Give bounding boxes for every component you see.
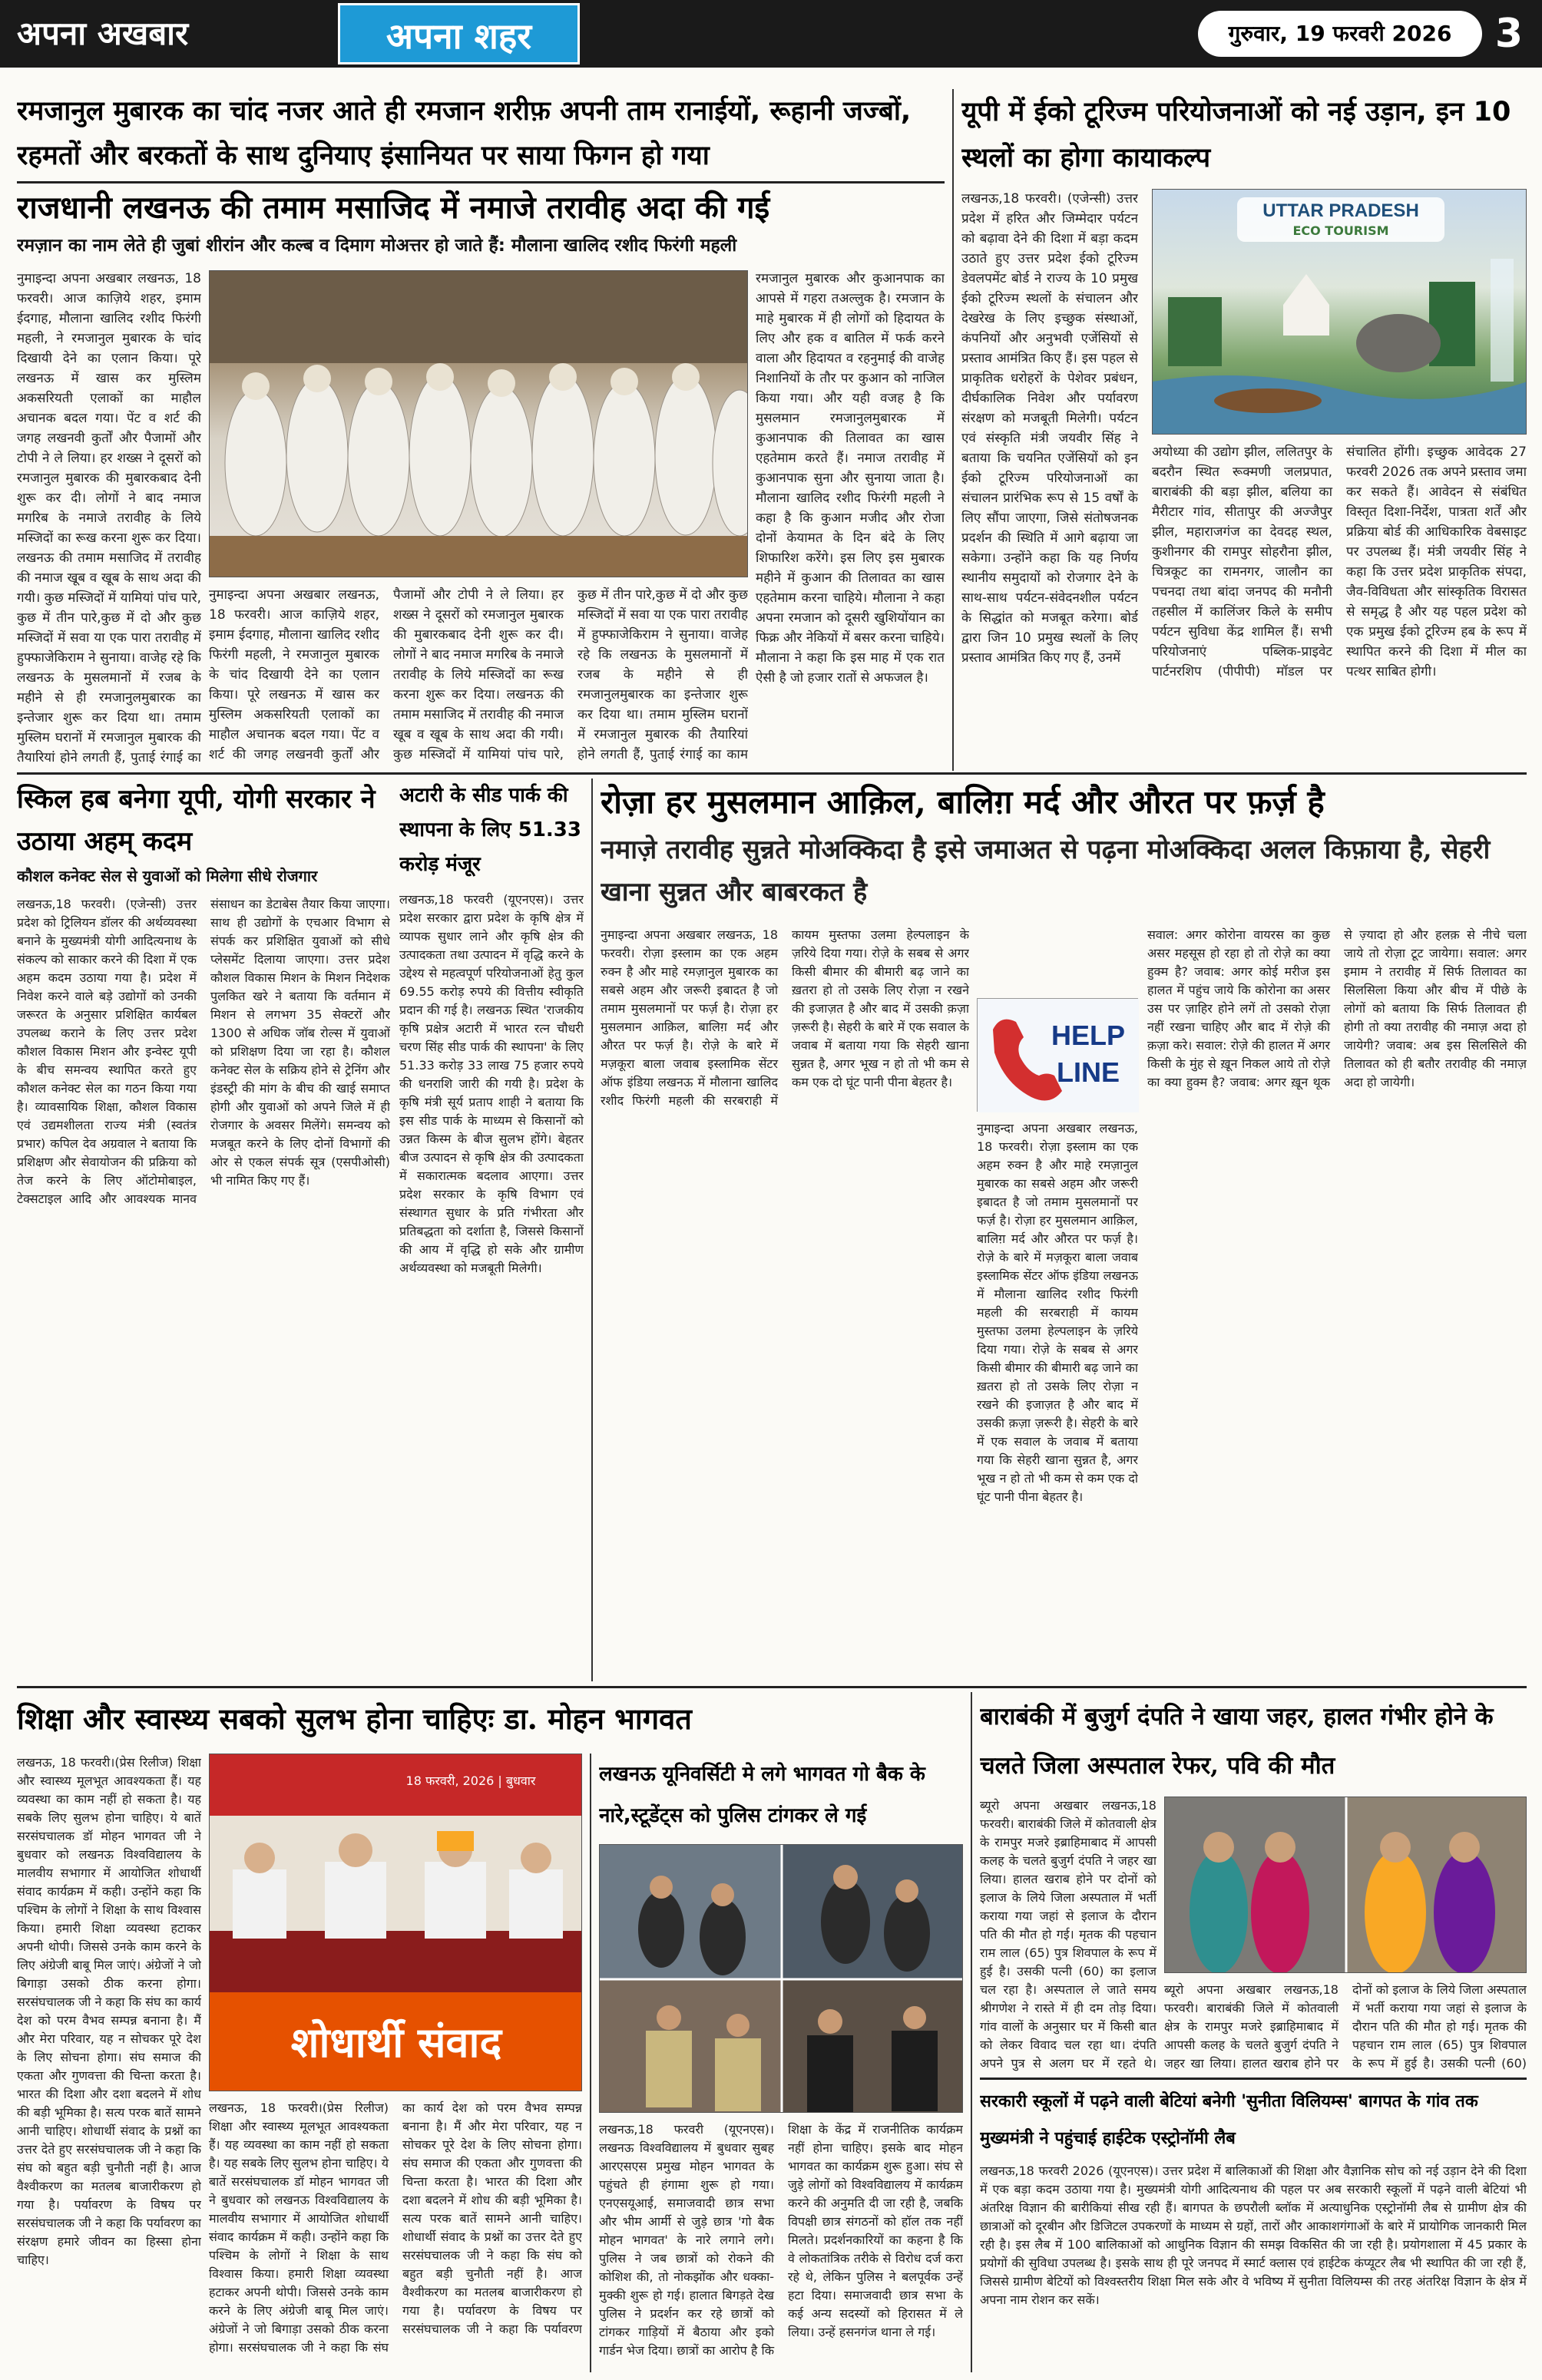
ramzan-title: राजधानी लखनऊ की तमाम मसाजिद में नमाजे तरावीह अदा की गई	[17, 190, 770, 226]
attari-body: लखनऊ,18 फरवरी (यूएनएस)। उत्तर प्रदेश सरकार द्वारा प्रदेश के कृषि क्षेत्र में व्यापक सुधार लाने और कृषि क्षेत्र की उत्पादकता तथा उत्पादन में वृद्धि करने के उद्देश्य से महत्वपूर्ण परियोजनाओं हेतु कुल 69.55 करोड़ रुपये की वित्तीय स्वीकृति प्रदान की गई है। लखनऊ स्थित 'राजकीय कृषि प्रक्षेत्र अटारी में भारत रत्न चौधरी चरण सिंह सीड पार्क की स्थापना' के लिए 51.33 करोड़ 33 लाख 75 हजार रुपये की धनराशि जारी की गयी है। प्रदेश के कृषि मंत्री सूर्य प्रताप शाही ने बताया कि इस सीड पार्क के माध्यम से किसानों को उन्नत किस्म के बीज सुलभ होंगे। बेहतर बीज उत्पादन से कृषि क्षेत्र की उत्पादकता में सकारात्मक बदलाव आएगा। उत्तर प्रदेश सरकार के कृषि विभाग एवं संस्थागत सुधार के प्रति गंभीरता और प्रतिबद्धता को दर्शाता है, जिससे किसानों की आय में वृद्धि हो सके और ग्रामीण अर्थव्यवस्था को मजबूती मिलेगी।	[399, 892, 584, 1275]
roza-headline: रोज़ा हर मुसलमान आक़िल, बालिग़ मर्द और औरत पर फ़र्ज़ है	[601, 783, 1325, 821]
event-banner: शोधार्थी संवाद	[210, 1992, 582, 2091]
column-divider	[590, 1754, 591, 2372]
sunita-body: लखनऊ,18 फरवरी 2026 (यूएनएस)। उत्तर प्रदेश में बालिकाओं की शिक्षा और वैज्ञानिक सोच को नई उड़ान देने की दिशा में एक बड़ा कदम उठाया गया है। मुख्यमंत्री योगी आदित्यनाथ की पहल पर अब सरकारी स्कूलों में पढ़ने वाली बेटियां भी अंतरिक्ष विज्ञान की बारीकियां सीख रही हैं। बागपत के छपरौली ब्लॉक में अत्याधुनिक एस्ट्रोनॉमी लैब से ग्रामीण क्षेत्र की छात्राओं को दूरबीन और डिजिटल उपकरणों के माध्यम से ग्रहों, तारों और आकाशगंगाओं के बारे में प्रायोगिक जानकारी मिल रही है। इस लैब में 100 बालिकाओं को आधुनिक विज्ञान की समझ विकसित की जा रही है। प्रयोगशाला में 45 प्रकार के प्रयोगों की सुविधा उपलब्ध है। इसके साथ ही पूरे जनपद में स्मार्ट क्लास एवं हाईटेक कंप्यूटर लैब भी स्थापित की जा रही हैं, जिससे ग्रामीण बेटियों को विश्वस्तरीय शिक्षा मिल सके और वे भविष्य में सुनीता विलियम्स की तरह अंतरिक्ष विज्ञान के क्षेत्र में अपना नाम रोशन कर सकें।	[980, 2163, 1527, 2307]
roza-qa: सवाल: अगर कोरोना वायरस का कुछ असर महसूस हो रहा हो तो रोज़े का क्या हुक्म है? जवाब: अगर कोई मरीज इस हालत में पहुंच जाये कि कोरोना का असर उस पर ज़ाहिर होने लगें तो उसको रोज़ा नहीं रखना चाहिए और बाद में रोज़े की क़ज़ा करे। सवाल: रोज़े की हालत में अगर किसी के मुंह से ख़ून निकल आये तो रोज़े का क्या हुक्म है? जवाब: अगर ख़ून थूक से ज़्यादा हो और हलक़ से नीचे चला जाये तो रोज़ा टूट जायेगा। सवाल: अगर इमाम ने तरावीह में सिर्फ तिलावत का सिलसिला किया और बीच में पीछे के लोगों को बताया कि सिर्फ तिलावत ही होगी तो क्या तरावीह की नमाज़ अदा हो जायेगी? जवाब: अब इस सिलसिले की तिलावत को ही बतौर तरावीह की नमाज़ अदा हो जायेगी।	[1147, 927, 1527, 1089]
eco-tourism-photo	[1152, 189, 1527, 435]
divider	[17, 181, 945, 183]
ramzan-body: नुमाइन्दा अपना अखबार लखनऊ, 18 फरवरी। आज काज़िये शहर, इमाम ईदगाह, मौलाना खालिद रशीद फिरंगी महली, ने रमजानुल मुबारक के चांद दिखायी देने का एलान किया। पूरे लखनऊ में खास कर मुस्लिम अकसरियती एलाकों का माहौल अचानक बदल गया। पेंट व शर्ट की जगह लखनवी कुर्तों और पैजामों और टोपी ने ले लिया। हर शख्स ने दूसरों को रमजानुल मुबारक की मुबारकबाद देनी शुरू कर दी। लोगों ने बाद नमाज मगरिब के नमाजे तरावीह के लिये मस्जिदों का रूख करना शुरू कर दिया। लखनऊ की तमाम मसाजिद में तरावीह की नमाज खूब व खूब के साथ अदा की गयी। कुछ मस्जिदों में यामियां पांच पारे, कुछ में तीन पारे,कुछ में दो और कुछ मस्जिदों में सवा या एक पारा तरावीह में हुफ्फाजेकिराम ने सुनाया। वाजेह रहे कि लखनऊ के मुसलमानों में रजब के महीने से ही रमजानुलमुबारक का इन्तेजार शुरू कर दिया था। तमाम मुस्लिम घरानों में रमजानुल मुबारक की तैयारियां होने लगती हैं, पुताई रंगाई का	[17, 271, 201, 765]
skill-headline: स्किल हब बनेगा यूपी, योगी सरकार ने उठाया अहम् कदम	[17, 784, 376, 857]
ramzan-subtitle: रमज़ान का नाम लेते ही जुबां शीरांन और कल्ब व दिमाग मोअत्तर हो जाते हैं: मौलाना खालिद रशीद फिरंगी महली	[17, 236, 737, 256]
eco-image-title: UTTAR PRADESH	[1262, 200, 1419, 221]
page-number: 3	[1494, 11, 1524, 57]
bhagwat-headline: शिक्षा और स्वास्थ्य सबको सुलभ होना चाहिएः डा. मोहन भागवत	[17, 1701, 692, 1736]
roza-body-2: नुमाइन्दा अपना अखबार लखनऊ, 18 फरवरी। रोज़ा इस्लाम का एक अहम रुक्न है और माहे रमज़ानुल मुबारक का सबसे अहम और जरूरी इबादत है जो तमाम मुसलमानों पर फर्ज़ है। रोज़ा हर मुसलमान आक़िल, बालिग़ मर्द और औरत पर फर्ज़ है। रोज़े के बारे में मज़कूरा बाला जवाब इस्लामिक सेंटर ऑफ इंडिया लखनऊ में मौलाना खालिद रशीद फिरंगी महली की सरबराही में कायम मुस्तफा उलमा हेल्पलाइन के ज़रिये दिया गया। रोज़े के सबब से अगर किसी बीमार की बीमारी बढ़ जाने का ख़तरा हो तो उसके लिए रोज़ा न रखने की इजाज़त है और बाद में उसकी क़ज़ा ज़रूरी है। सेहरी के बारे में एक सवाल के जवाब में बताया गया कि सेहरी खाना सुन्नत है, अगर भूख न हो तो भी कम से कम एक दो घूंट पानी पीना बेहतर है।	[977, 1121, 1138, 1504]
column-divider	[591, 778, 593, 1681]
ramzan-body-2: रमजानुल मुबारक और कुआनपाक का आपसे में गहरा तअल्लुक है। रमजान के माहे मुबारक में ही लोगों को हिदायत के लिए और हक व बातिल में फर्क करने वाला और हिदायत व रहनुमाई की वाजेह निशानियों के तौर पर कुआन को नाजिल किया गया। और यही वजह है कि मुसलमान रमजानुलमुबारक में कुआनपाक की तिलावत का खास एहतेमाम करते हैं। नमाज तरावीह में कुआनपाक सुना और सुनाया जाता है। मौलाना खालिद रशीद फिरंगी महली ने कहा है कि कुआन मजीद और रोजा दोनों केयामत के दिन बंदे के लिए शिफारिश करेंगे। इस लिए इस मुबारक महीने में कुआन की तिलावत का खास एहतेमाम करना चाहिये। मौलाना ने कहा अपना रमजान को दूसरी खुशियोंयान का फिक्र और नेकियों में बसर करना चाहिये। मौलाना ने कहा कि इस माह में एक रात ऐसी है जो हजार रातों से अफजल है।	[756, 271, 945, 686]
section-title: अपना शहर	[338, 3, 580, 64]
column-divider	[971, 1692, 972, 2372]
column-divider	[952, 89, 954, 771]
roza-subtitle: नमाज़े तरावीह सुन्नते मोअक्किदा है इसे जमाअत से पढ़ना मोअक्किदा अलल किफ़ाया है, सेहरी खाना सुन्नत और बाबरकत है	[601, 835, 1491, 907]
barabanki-body-2: ब्यूरो अपना अखबार लखनऊ,18 फरवरी। बाराबंकी जिले में कोतवाली क्षेत्र के रामपुर मजरे इब्राहिमाबाद में आपसी कलह के चलते बुजुर्ग दंपति ने जहर खा लिया। हालत खराब होने पर दोनों को इलाज के लिये जिला अस्पताल में भर्ती कराया गया जहां से इलाज के दौरान पति की मौत हो गई। मृतक की पहचान राम लाल (65) पुत्र शिवपाल के रूप में हुई है। उसकी पत्नी (60)	[1164, 1982, 1527, 2071]
eco-headline: यूपी में ईको टूरिज्म परियोजनाओं को नई उड़ान, इन 10 स्थलों का होगा कायाकल्प	[961, 97, 1511, 174]
helpline-label: HELP LINE	[1051, 1020, 1125, 1088]
brand-name: अपना अखबार	[17, 15, 189, 52]
section-divider	[980, 2078, 1527, 2080]
ramzan-body-continued: नुमाइन्दा अपना अखबार लखनऊ, 18 फरवरी। आज काज़िये शहर, इमाम ईदगाह, मौलाना खालिद रशीद फिरंगी महली, ने रमजानुल मुबारक के चांद दिखायी देने का एलान किया। पूरे लखनऊ में खास कर मुस्लिम अकसरियती एलाकों का माहौल अचानक बदल गया। पेंट व शर्ट की जगह लखनवी कुर्तों और पैजामों और टोपी ने ले लिया। हर शख्स ने दूसरों को रमजानुल मुबारक की मुबारकबाद देनी शुरू कर दी। लोगों ने बाद नमाज मगरिब के नमाजे तरावीह के लिये मस्जिदों का रूख करना शुरू कर दिया। लखनऊ की तमाम मसाजिद में तरावीह की नमाज खूब व खूब के साथ अदा की गयी। कुछ मस्जिदों में यामियां पांच पारे, कुछ में तीन पारे,कुछ में दो और कुछ मस्जिदों में सवा या एक पारा तरावीह में हुफ्फाजेकिराम ने सुनाया। वाजेह रहे कि लखनऊ के मुसलमानों में रजब के महीने से ही रमजानुलमुबारक का इन्तेजार शुरू कर दिया था। तमाम मुस्लिम घरानों में रमजानुल मुबारक की तैयारियां होने लगती हैं, पुताई रंगाई का काम	[209, 587, 748, 762]
barabanki-headline: बाराबंकी में बुजुर्ग दंपति ने खाया जहर, हालत गंभीर होने के चलते जिला अस्पताल रेफर, पवि की मौत	[980, 1703, 1494, 1780]
barabanki-photo	[1164, 1797, 1527, 1973]
lu-protest-headline: लखनऊ यूनिवर्सिटी मे लगे भागवत गो बैक के नारे,स्टूडेंट्स को पुलिस टांगकर ले गई	[599, 1763, 925, 1827]
eco-image-subtitle: ECO TOURISM	[1292, 223, 1389, 238]
ramzan-headline: रमजानुल मुबारक का चांद नजर आते ही रमजान शरीफ़ अपनी ताम रानाईयों, रूहानी जज्बों, रहमतों और बरकतों के साथ दुनियाए इंसानियत पर साया फिगन हो गया	[17, 96, 912, 171]
roza-body: नुमाइन्दा अपना अखबार लखनऊ, 18 फरवरी। रोज़ा इस्लाम का एक अहम रुक्न है और माहे रमज़ानुल मुबारक का सबसे अहम और जरूरी इबादत है जो तमाम मुसलमानों पर फर्ज़ है। रोज़ा हर मुसलमान आक़िल, बालिग़ मर्द और औरत पर फर्ज़ है। रोज़े के बारे में मज़कूरा बाला जवाब इस्लामिक सेंटर ऑफ इंडिया लखनऊ में मौलाना खालिद रशीद फिरंगी महली की सरबराही में कायम मुस्तफा उलमा हेल्पलाइन के ज़रिये दिया गया। रोज़े के सबब से अगर किसी बीमार की बीमारी बढ़ जाने का ख़तरा हो तो उसके लिए रोज़ा न रखने की इजाज़त है और बाद में उसकी क़ज़ा ज़रूरी है। सेहरी के बारे में एक सवाल के जवाब में बताया गया कि सेहरी खाना सुन्नत है, अगर भूख न हो तो भी कम से कम एक दो घूंट पानी पीना बेहतर है।	[601, 927, 969, 1108]
dateline: गुरुवार, 19 फरवरी 2026	[1198, 11, 1482, 57]
bhagwat-body-2: लखनऊ, 18 फरवरी।(प्रेस रिलीज) शिक्षा और स्वास्थ्य मूलभूत आवश्यकता हैं। यह व्यवस्था का काम नहीं हो सकता है। यह सबके लिए सुलभ होना चाहिए। ये बातें सरसंघचालक डॉ मोहन भागवत जी ने बुधवार को लखनऊ विश्वविद्यालय के मालवीय सभागार में आयोजित शोधार्थी संवाद कार्यक्रम में कही। उन्होंने कहा कि पश्चिम के लोगों ने शिक्षा के साथ विश्वास किया। हमारी शिक्षा व्यवस्था हटाकर अपनी थोपी। जिससे उनके काम करने के लिए अंग्रेजी बाबू मिल जाएं। अंग्रेजों ने जो बिगाड़ा उसको ठीक करना होगा। सरसंघचालक जी ने कहा कि संघ का कार्य देश को परम वैभव सम्पन्न बनाना है। मैं और मेरा परिवार, यह न सोचकर पूरे देश के लिए सोचना होगा। संघ समाज की एकता और गुणवत्ता की चिन्ता करता है। भारत की दिशा और दशा बदलने में शोध की बड़ी भूमिका है। सत्य परक बातें सामने आनी चाहिए। शोधार्थी संवाद के प्रश्नों का उत्तर देते हुए सरसंघचालक जी ने कहा कि संघ को बहुत बड़ी चुनौती नहीं है। आज वैश्वीकरण का मतलब बाजारीकरण हो गया है। पर्यावरण के विषय पर सरसंघचालक जी ने कहा कि पर्यावरण	[209, 2101, 582, 2355]
attari-headline: अटारी के सीड पार्क की स्थापना के लिए 51.33 करोड़ मंजूर	[399, 784, 581, 876]
shodharthi-samvad-photo	[209, 1754, 582, 2091]
sunita-headline: सरकारी स्कूलों में पढ़ने वाली बेटियां बनेगी 'सुनीता विलियम्स' बागपत के गांव तक मुख्यमंत्री ने पहुंचाई हाईटेक एस्ट्रोनॉमी लैब	[980, 2092, 1478, 2148]
skill-subtitle: कौशल कनेक्ट सेल से युवाओं को मिलेगा सीधे रोजगार	[17, 867, 318, 885]
lu-protest-body: लखनऊ,18 फरवरी (यूएनएस)। लखनऊ विश्वविद्यालय में बुधवार सुबह आरएसएस प्रमुख मोहन भागवत के पहुंचते ही हंगामा शुरू हो गया। एनएसयूआई, समाजवादी छात्र सभा और भीम आर्मी से जुड़े छात्र 'गो बैक मोहन भागवत' के नारे लगाने लगे। पुलिस ने जब छात्रों को रोकने की कोशिश की, तो नोकझोंक और धक्का-मुक्की शुरू हो गई। हालात बिगड़ते देख पुलिस ने प्रदर्शन कर रहे छात्रों को टांगकर गाड़ियों में बैठाया और इको गार्डन भेज दिया। छात्रों का आरोप है कि शिक्षा के केंद्र में राजनीतिक कार्यक्रम नहीं होना चाहिए। इसके बाद मोहन भागवत का कार्यक्रम शुरू हुआ। संघ से जुड़े लोगों को विश्वविद्यालय में कार्यक्रम करने की अनुमति दी जा रही है, जबकि विपक्षी छात्र संगठनों को हॉल तक नहीं मिलते। प्रदर्शनकारियों का कहना है कि वे लोकतांत्रिक तरीके से विरोध दर्ज करा रहे थे, लेकिन पुलिस ने बलपूर्वक उन्हें हटा दिया। समाजवादी छात्र सभा के कई अन्य सदस्यों को हिरासत में ले लिया। उन्हें हसनगंज थाना ले गई।	[599, 2122, 963, 2358]
helpline-graphic	[977, 998, 1138, 1112]
lu-protest-photo	[599, 1844, 963, 2113]
eco-body-2: अयोध्या की उद्योग झील, ललितपुर के बदरौन स्थित रूक्मणी जलप्रपात, बाराबंकी की बड़ा झील, बलिया का मैरीटार गांव, सीतापुर की अज्जैपुर झील, महाराजगंज का देवदह स्थल, कुशीनगर की रामपुर सोहरौना झील, चित्रकूट का रामनगर, जालौन का पचनदा तथा बांदा जनपद की मनौनी तहसील में कालिंजर किले के समीप पर्यटन सुविधा केंद्र शामिल हैं। सभी परियोजनाएं पब्लिक-प्राइवेट पार्टनरशिप (पीपीपी) मॉडल पर संचालित होंगी। इच्छुक आवेदक 27 फरवरी 2026 तक अपने प्रस्ताव जमा कर सकते हैं। आवेदन से संबंधित विस्तृत दिशा-निर्देश, पात्रता शर्तें और प्रक्रिया बोर्ड की आधिकारिक वेबसाइट पर उपलब्ध हैं। मंत्री जयवीर सिंह ने कहा कि उत्तर प्रदेश प्राकृतिक संपदा, जैव-विविधता और सांस्कृतिक विरासत से समृद्ध है और यह पहल प्रदेश को एक प्रमुख ईको टूरिज्म हब के रूप में स्थापित करने की दिशा में मील का पत्थर साबित होगी।	[1152, 445, 1527, 679]
eco-body: लखनऊ,18 फरवरी। (एजेन्सी) उत्तर प्रदेश में हरित और जिम्मेदार पर्यटन को बढ़ावा देने की दिशा में बड़ा कदम उठाते हुए उत्तर प्रदेश ईको टूरिज्म डेवलपमेंट बोर्ड ने राज्य के 10 प्रमुख ईको टूरिज्म स्थलों के संचालन और देखरेख के लिए इच्छुक संस्थाओं, कंपनियों और अनुभवी एजेंसियों से प्रस्ताव आमंत्रित किए हैं। इस पहल से प्राकृतिक धरोहरों के पेशेवर प्रबंधन, दीर्घकालिक निवेश और पर्यावरण संरक्षण को मजबूती मिलेगी। पर्यटन एवं संस्कृति मंत्री जयवीर सिंह ने बताया कि चयनित एजेंसियों को इन ईको टूरिज्म परियोजनाओं का संचालन प्रारंभिक रूप से 15 वर्षों के लिए सौंपा जाएगा, जिसे संतोषजनक प्रदर्शन की स्थिति में आगे बढ़ाया जा सकेगा। उन्होंने कहा कि यह निर्णय स्थानीय समुदायों को रोजगार देने के साथ-साथ पर्यटन-संवेदनशील पर्यटन के सिद्धांत को मजबूत करेगा। बोर्ड द्वारा जिन 10 प्रमुख स्थलों के लिए प्रस्ताव आमंत्रित किए गए हैं, उनमें	[961, 191, 1138, 666]
barabanki-body: ब्यूरो अपना अखबार लखनऊ,18 फरवरी। बाराबंकी जिले में कोतवाली क्षेत्र के रामपुर मजरे इब्राहिमाबाद में आपसी कलह के चलते बुजुर्ग दंपति ने जहर खा लिया। हालत खराब होने पर दोनों को इलाज के लिये जिला अस्पताल में भर्ती कराया गया जहां से इलाज के दौरान पति की मौत हो गई। मृतक की पहचान राम लाल (65) पुत्र शिवपाल के रूप में हुई है। उसकी पत्नी (60) का इलाज चल रहा है। अस्पताल ले जाते समय श्रीगणेश ने रास्ते में ही दम तोड़ दिया। गांव वालों के अनुसार घर में किसी बात को लेकर विवाद चल रहा था। दंपति अपने पुत्र से अलग घर में रहते थे।	[980, 1798, 1156, 2071]
section-divider	[17, 772, 1527, 775]
section-divider	[17, 1686, 1527, 1688]
bhagwat-body: लखनऊ, 18 फरवरी।(प्रेस रिलीज) शिक्षा और स्वास्थ्य मूलभूत आवश्यकता हैं। यह व्यवस्था का काम नहीं हो सकता है। यह सबके लिए सुलभ होना चाहिए। ये बातें सरसंघचालक डॉ मोहन भागवत जी ने बुधवार को लखनऊ विश्वविद्यालय के मालवीय सभागार में आयोजित शोधार्थी संवाद कार्यक्रम में कही। उन्होंने कहा कि पश्चिम के लोगों ने शिक्षा के साथ विश्वास किया। हमारी शिक्षा व्यवस्था हटाकर अपनी थोपी। जिससे उनके काम करने के लिए अंग्रेजी बाबू मिल जाएं। अंग्रेजों ने जो बिगाड़ा उसको ठीक करना होगा। सरसंघचालक जी ने कहा कि संघ का कार्य देश को परम वैभव सम्पन्न बनाना है। मैं और मेरा परिवार, यह न सोचकर पूरे देश के लिए सोचना होगा। संघ समाज की एकता और गुणवत्ता की चिन्ता करता है। भारत की दिशा और दशा बदलने में शोध की बड़ी भूमिका है। सत्य परक बातें सामने आनी चाहिए। शोधार्थी संवाद के प्रश्नों का उत्तर देते हुए सरसंघचालक जी ने कहा कि संघ को बहुत बड़ी चुनौती नहीं है। आज वैश्वीकरण का मतलब बाजारीकरण हो गया है। पर्यावरण के विषय पर सरसंघचालक जी ने कहा कि पर्यावरण का संरक्षण हमारे जीवन का हिस्सा होना चाहिए।	[17, 1755, 201, 2267]
mosque-prayer-photo	[209, 270, 748, 577]
skill-body: लखनऊ,18 फरवरी। (एजेन्सी) उत्तर प्रदेश को ट्रिलियन डॉलर की अर्थव्यवस्था बनाने के मुख्यमंत्री योगी आदित्यनाथ के संकल्प को साकार करने की दिशा में एक अहम कदम उठाया गया है। प्रदेश में निवेश करने वाले बड़े उद्योगों को उनकी जरूरत के अनुसार प्रशिक्षित कार्यबल उपलब्ध कराने के लिए उत्तर प्रदेश कौशल विकास मिशन और इन्वेस्ट यूपी के बीच समन्वय स्थापित करते हुए कौशल कनेक्ट सेल का गठन किया गया है। व्यावसायिक शिक्षा, कौशल विकास एवं उद्यमशीलता राज्य मंत्री (स्वतंत्र प्रभार) कपिल देव अग्रवाल ने बताया कि प्रशिक्षण और सेवायोजन की प्रक्रिया को तेज करने के लिए ऑटोमोबाइल, टेक्सटाइल आदि और आवश्यक मानव संसाधन का डेटाबेस तैयार किया जाएगा। साथ ही उद्योगों के एचआर विभाग से संपर्क कर प्रशिक्षित युवाओं को सीधे प्लेसमेंट दिलाया जाएगा। उत्तर प्रदेश कौशल विकास मिशन के मिशन निदेशक पुलकित खरे ने बताया कि वर्तमान में मिशन से लगभग 35 सेक्टरों और 1300 से अधिक जॉब रोल्स में युवाओं को प्रशिक्षण दिया जा रहा है। कौशल कनेक्ट सेल के सक्रिय होने से ट्रेनिंग और इंडस्ट्री की मांग के बीच की खाई समाप्त होगी और युवाओं को अपने जिले में ही रोजगार के अवसर मिलेंगे। समन्वय को मजबूत करने के लिए दोनों विभागों की ओर से एकल संपर्क सूत्र (एसपीओसी) भी नामित किए गए हैं।	[17, 897, 390, 1206]
event-date: 18 फरवरी, 2026 | बुधवार	[405, 1773, 536, 1788]
